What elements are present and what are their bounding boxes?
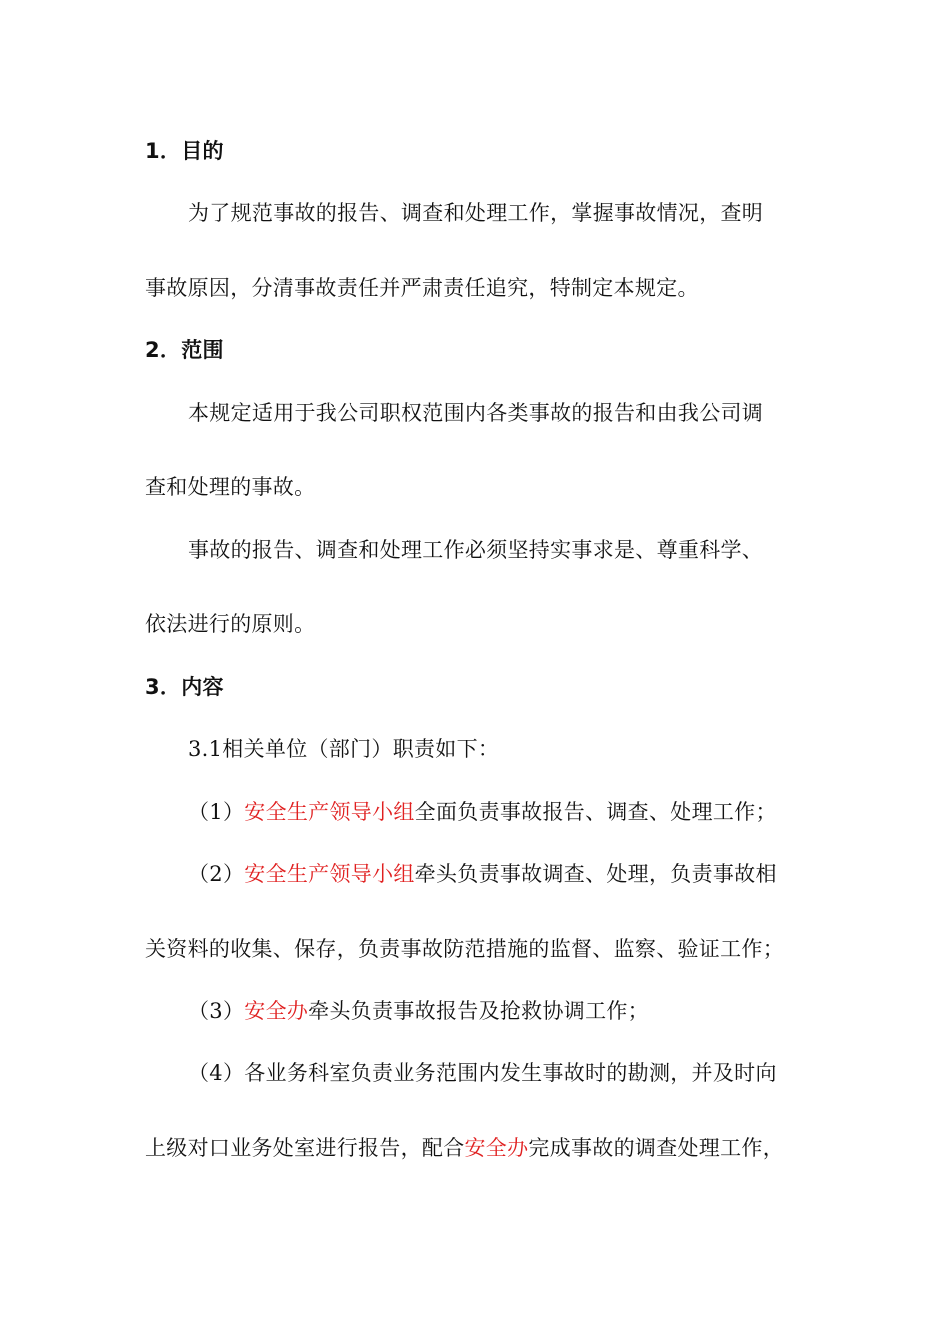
- item-2-text: 牵头负责事故调查、处理，负责事故相: [414, 862, 777, 886]
- subsection-3-1-heading: 3.1相关单位（部门）职责如下：: [188, 737, 500, 761]
- item-2-number: （2）: [188, 862, 245, 886]
- item-3-organization: 安全办: [244, 999, 309, 1023]
- item-1-organization: 安全生产领导小组: [244, 800, 415, 824]
- item-1-line: [188, 797, 777, 827]
- section-2-paragraph-2-line-1: 事故的报告、调查和处理工作必须坚持实事求是、尊重科学、: [188, 538, 764, 562]
- item-2-line-1: [188, 859, 777, 889]
- section-1-paragraph-line-1: 为了规范事故的报告、调查和处理工作，掌握事故情况，查明: [188, 201, 764, 225]
- item-3-line: [188, 996, 649, 1026]
- item-4-text-b: 完成事故的调查处理工作，: [528, 1136, 785, 1160]
- section-2-paragraph-1-line-2: 查和处理的事故。: [145, 475, 316, 499]
- item-3-number: （3）: [188, 999, 245, 1023]
- item-4-line-2: [145, 1133, 784, 1163]
- item-4-text-a: 上级对口业务处室进行报告，配合: [145, 1136, 465, 1160]
- item-2-line-2: 关资料的收集、保存，负责事故防范措施的监督、监察、验证工作；: [145, 937, 784, 961]
- item-4-line-1: （4）各业务科室负责业务范围内发生事故时的勘测，并及时向: [188, 1061, 777, 1085]
- section-2-paragraph-1-line-1: 本规定适用于我公司职权范围内各类事故的报告和由我公司调: [188, 401, 764, 425]
- section-3-title: 3．内容: [145, 675, 224, 699]
- item-4-organization: 安全办: [464, 1136, 529, 1160]
- item-1-text: 全面负责事故报告、调查、处理工作；: [414, 800, 777, 824]
- section-2-title: 2．范围: [145, 338, 224, 362]
- section-1-title: 1．目的: [145, 139, 224, 163]
- item-1-number: （1）: [188, 800, 245, 824]
- item-3-text: 牵头负责事故报告及抢救协调工作；: [308, 999, 649, 1023]
- item-2-organization: 安全生产领导小组: [244, 862, 415, 886]
- section-1-paragraph-line-2: 事故原因，分清事故责任并严肃责任追究，特制定本规定。: [145, 276, 699, 300]
- section-2-paragraph-2-line-2: 依法进行的原则。: [145, 612, 316, 636]
